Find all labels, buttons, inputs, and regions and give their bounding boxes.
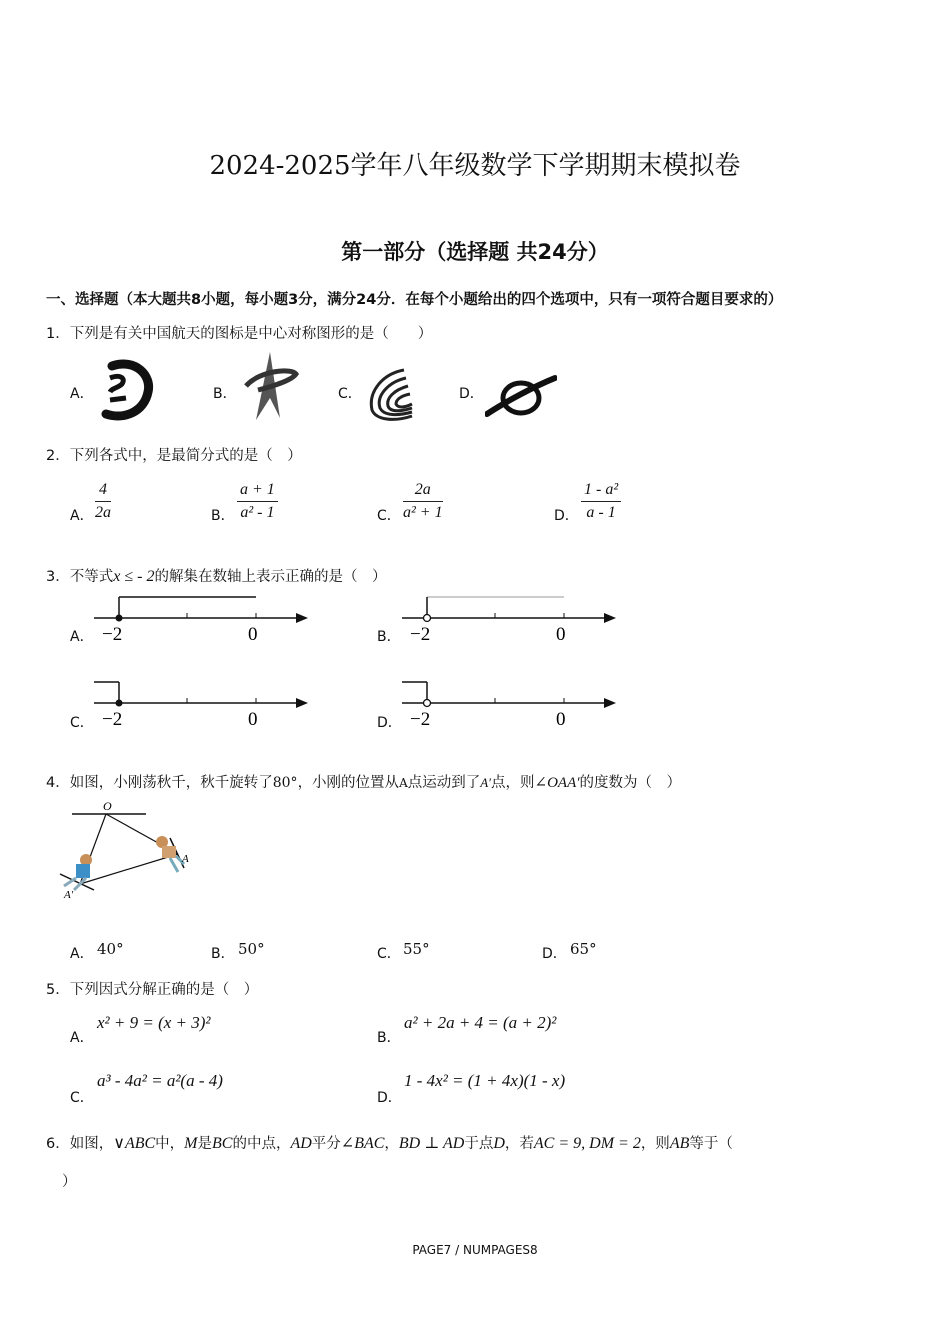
q5-stem: 5．下列因式分解正确的是（ ） [46,982,259,998]
q1-label-a: A． [70,386,94,402]
q2-fraction-a: $\frac{4}{2a}$ [95,481,111,521]
svg-text:−2: −2 [410,624,431,645]
q1-label-b: B． [213,386,237,402]
q1-icon-a [96,356,154,422]
page-title: 2024-2025学年八年级数学下学期期末模拟卷 [209,151,741,181]
q4-label-a: A． [70,946,94,962]
q5-option-c: a³ - 4a² = a²(a - 4) [97,1071,223,1090]
q5-label-a: A． [70,1030,94,1046]
q3-numberline-d [398,677,620,733]
svg-text:0: 0 [556,709,566,730]
q1-label-d: D． [459,386,484,402]
svg-text:O: O [103,799,112,813]
svg-text:0: 0 [248,709,258,730]
q5-option-a: x² + 9 = (x + 3)² [97,1013,211,1032]
q1-icon-d [485,372,557,420]
q1-icon-b [240,350,300,422]
q4-label-d: D． [542,946,567,962]
q2-label-a: A． [70,508,94,524]
q1-label-c: C． [338,386,362,402]
q4-option-d: 65° [570,940,597,958]
q5-label-d: D． [377,1090,402,1106]
q3-label-a: A． [70,629,94,645]
q3-label-c: C． [70,715,94,731]
q1-icon-c [364,366,424,422]
q3-label-d: D． [377,715,402,731]
q3-numberline-a [90,592,312,648]
q5-option-b: a² + 2a + 4 = (a + 2)² [404,1013,557,1032]
q6-stem-close: ） [62,1174,77,1190]
section-heading: 第一部分（选择题 共24分） [341,240,609,264]
q3-stem: 3．不等式x ≤ - 2的解集在数轴上表示正确的是（ ） [46,568,387,585]
page-footer: PAGE7 / NUMPAGES8 [412,1243,538,1257]
svg-text:0: 0 [248,624,258,645]
q5-option-d: 1 - 4x² = (1 + 4x)(1 - x) [404,1071,566,1090]
instructions: 一、选择题（本大题共8小题，每小题3分，满分24分．在每个小题给出的四个选项中，只有一项符合题目要求的） [46,292,783,308]
q2-fraction-d: $\frac{\text{1 - a²}}{a - 1}$ [581,481,621,522]
svg-text:−2: −2 [102,709,123,730]
q2-stem: 2．下列各式中，是最简分式的是（ ） [46,448,302,464]
q4-label-b: B． [211,946,235,962]
svg-text:0: 0 [556,624,566,645]
svg-text:−2: −2 [410,709,431,730]
q4-option-a: 40° [97,940,124,958]
q2-fraction-c: $\frac{2a}{\text{a² + 1}}$ [403,481,443,521]
q5-label-c: C． [70,1090,94,1106]
q2-fraction-b: $\frac{a + 1}{\text{a² - 1}}$ [237,481,278,522]
q2-label-b: B． [211,508,235,524]
q2-label-d: D． [554,508,579,524]
q4-stem: 4．如图，小刚荡秋千，秋千旋转了80°，小刚的位置从A点运动到了A′点，则∠OAA′的度数为（ ） [46,775,682,791]
q6-stem: 6．如图，∨ABC中，M是BC的中点，AD平分∠BAC，BD ⊥ AD于点D，若AC = 9, DM = 2，则AB等于（ [46,1135,733,1152]
q3-numberline-c [90,677,312,733]
q5-label-b: B． [377,1030,401,1046]
q3-label-b: B． [377,629,401,645]
q1-stem: 1．下列是有关中国航天的图标是中心对称图形的是（ ） [46,326,433,342]
q2-label-c: C． [377,508,401,524]
svg-text:A′: A′ [64,889,74,901]
svg-text:A: A [182,853,189,865]
svg-text:−2: −2 [102,624,123,645]
q4-option-c: 55° [403,940,430,958]
q4-swing-figure [50,798,200,904]
q3-numberline-b [398,592,620,648]
q4-label-c: C． [377,946,401,962]
q4-option-b: 50° [238,940,265,958]
